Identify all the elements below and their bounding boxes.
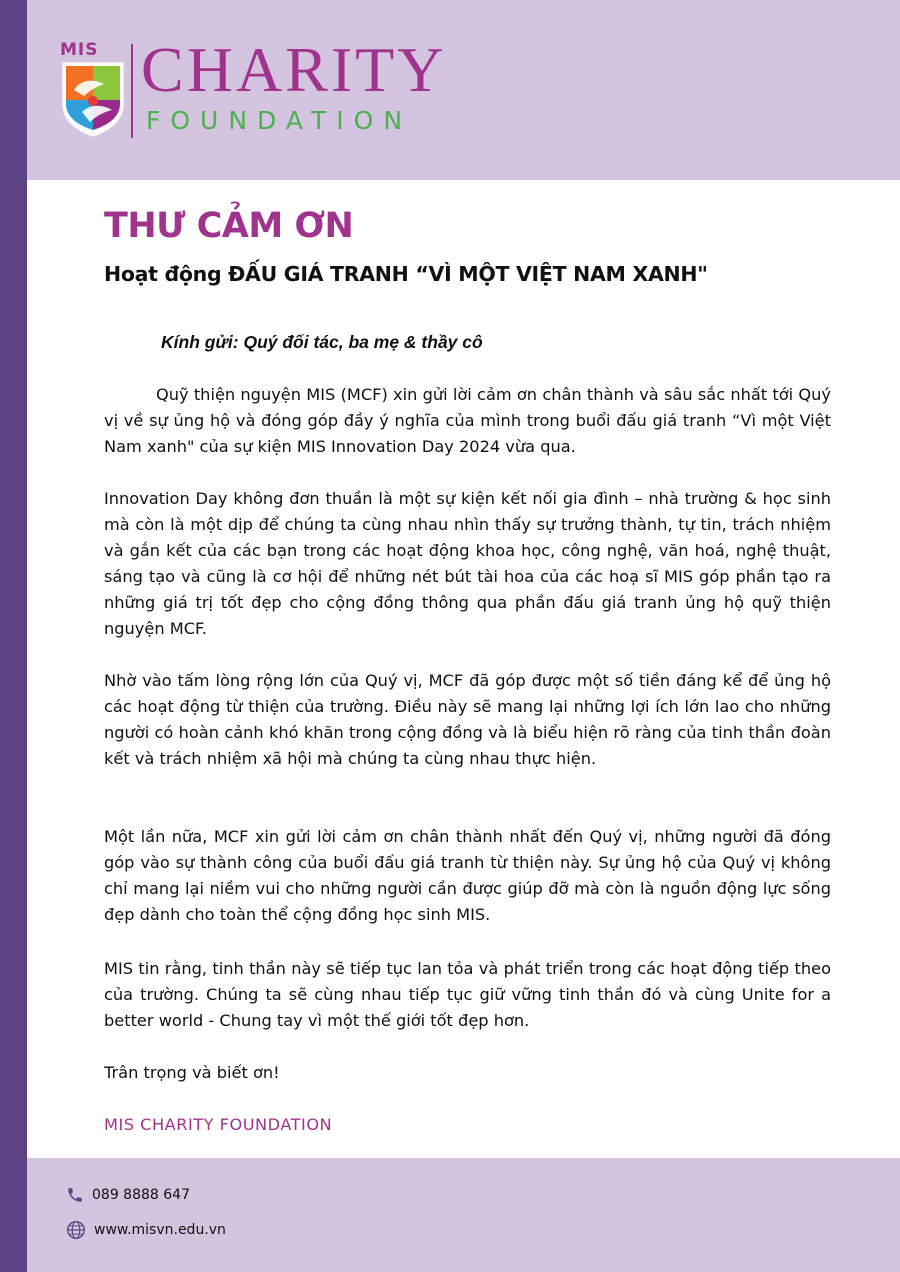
closing-line: Trân trọng và biết ơn! <box>104 1063 280 1082</box>
paragraph-3: Nhờ vào tấm lòng rộng lớn của Quý vị, MCF đã góp được một số tiền đáng kể để ủng hộ các hoạt động từ thiện của trường. Điều này sẽ mang lại những lợi ích lớn lao cho những người có hoàn cảnh khó khăn trong cộng đồng và là biểu hiện rõ ràng của tinh thần đoàn kết và trách nhiệm xã hội mà chúng ta cùng nhau thực hiện. <box>104 671 831 768</box>
phone-icon <box>66 1186 84 1204</box>
logo-divider <box>131 44 133 138</box>
logo-charity-text: CHARITY <box>141 34 447 105</box>
salutation: Kính gửi: Quý đối tác, ba mẹ & thầy cô <box>161 332 483 352</box>
signature: MIS CHARITY FOUNDATION <box>104 1115 333 1134</box>
left-accent-bar <box>0 0 27 1272</box>
globe-icon <box>66 1220 86 1240</box>
contact-phone <box>66 1186 190 1204</box>
phone-number: 089 8888 647 <box>92 1187 190 1203</box>
letter-title: THƯ CẢM ƠN <box>104 206 354 246</box>
paragraph-4: Một lần nữa, MCF xin gửi lời cảm ơn chân thành nhất đến Quý vị, những người đã đóng góp vào sự thành công của buổi đấu giá tranh từ thiện này. Sự ủng hộ của Quý vị không chỉ mang lại niềm vui cho những người cần được giúp đỡ mà còn là nguồn động lực sống đẹp dành cho toàn thể cộng đồng học sinh MIS. <box>104 827 831 924</box>
letter-subtitle: Hoạt động ĐẤU GIÁ TRANH “VÌ MỘT VIỆT NAM XANH" <box>104 262 708 286</box>
paragraph-2: Innovation Day không đơn thuần là một sự kiện kết nối gia đình – nhà trường & học sinh mà còn là một dịp để chúng ta cùng nhau nhìn thấy sự trưởng thành, tự tin, trách nhiệm và gắn kết của các bạn trong các hoạt động khoa học, công nghệ, văn hoá, nghệ thuật, sáng tạo và cũng là cơ hội để những nét bút tài hoa của các hoạ sĩ MIS góp phần tạo ra những giá trị tốt đẹp cho cộng đồng thông qua phần đấu giá tranh ủng hộ quỹ thiện nguyện MCF. <box>104 489 831 638</box>
logo-foundation-text: FOUNDATION <box>146 106 413 135</box>
shield-hands-icon <box>60 60 126 138</box>
charity-logo <box>58 34 468 140</box>
logo-mis-text: MIS <box>60 40 99 60</box>
paragraph-1: Quỹ thiện nguyện MIS (MCF) xin gửi lời cảm ơn chân thành và sâu sắc nhất tới Quý vị về sự ủng hộ và đóng góp đầy ý nghĩa của mình trong buổi đấu giá tranh “Vì một Việt Nam xanh" của sự kiện MIS Innovation Day 2024 vừa qua. <box>104 385 831 456</box>
contact-website <box>66 1220 226 1240</box>
website-link[interactable]: www.misvn.edu.vn <box>94 1222 226 1238</box>
paragraph-5: MIS tin rằng, tinh thần này sẽ tiếp tục lan tỏa và phát triển trong các hoạt động tiếp theo của trường. Chúng ta sẽ cùng nhau tiếp tục giữ vững tinh thần đó và cùng Unite for a better world - Chung tay vì một thế giới tốt đẹp hơn. <box>104 959 831 1030</box>
footer-band <box>0 1158 900 1272</box>
